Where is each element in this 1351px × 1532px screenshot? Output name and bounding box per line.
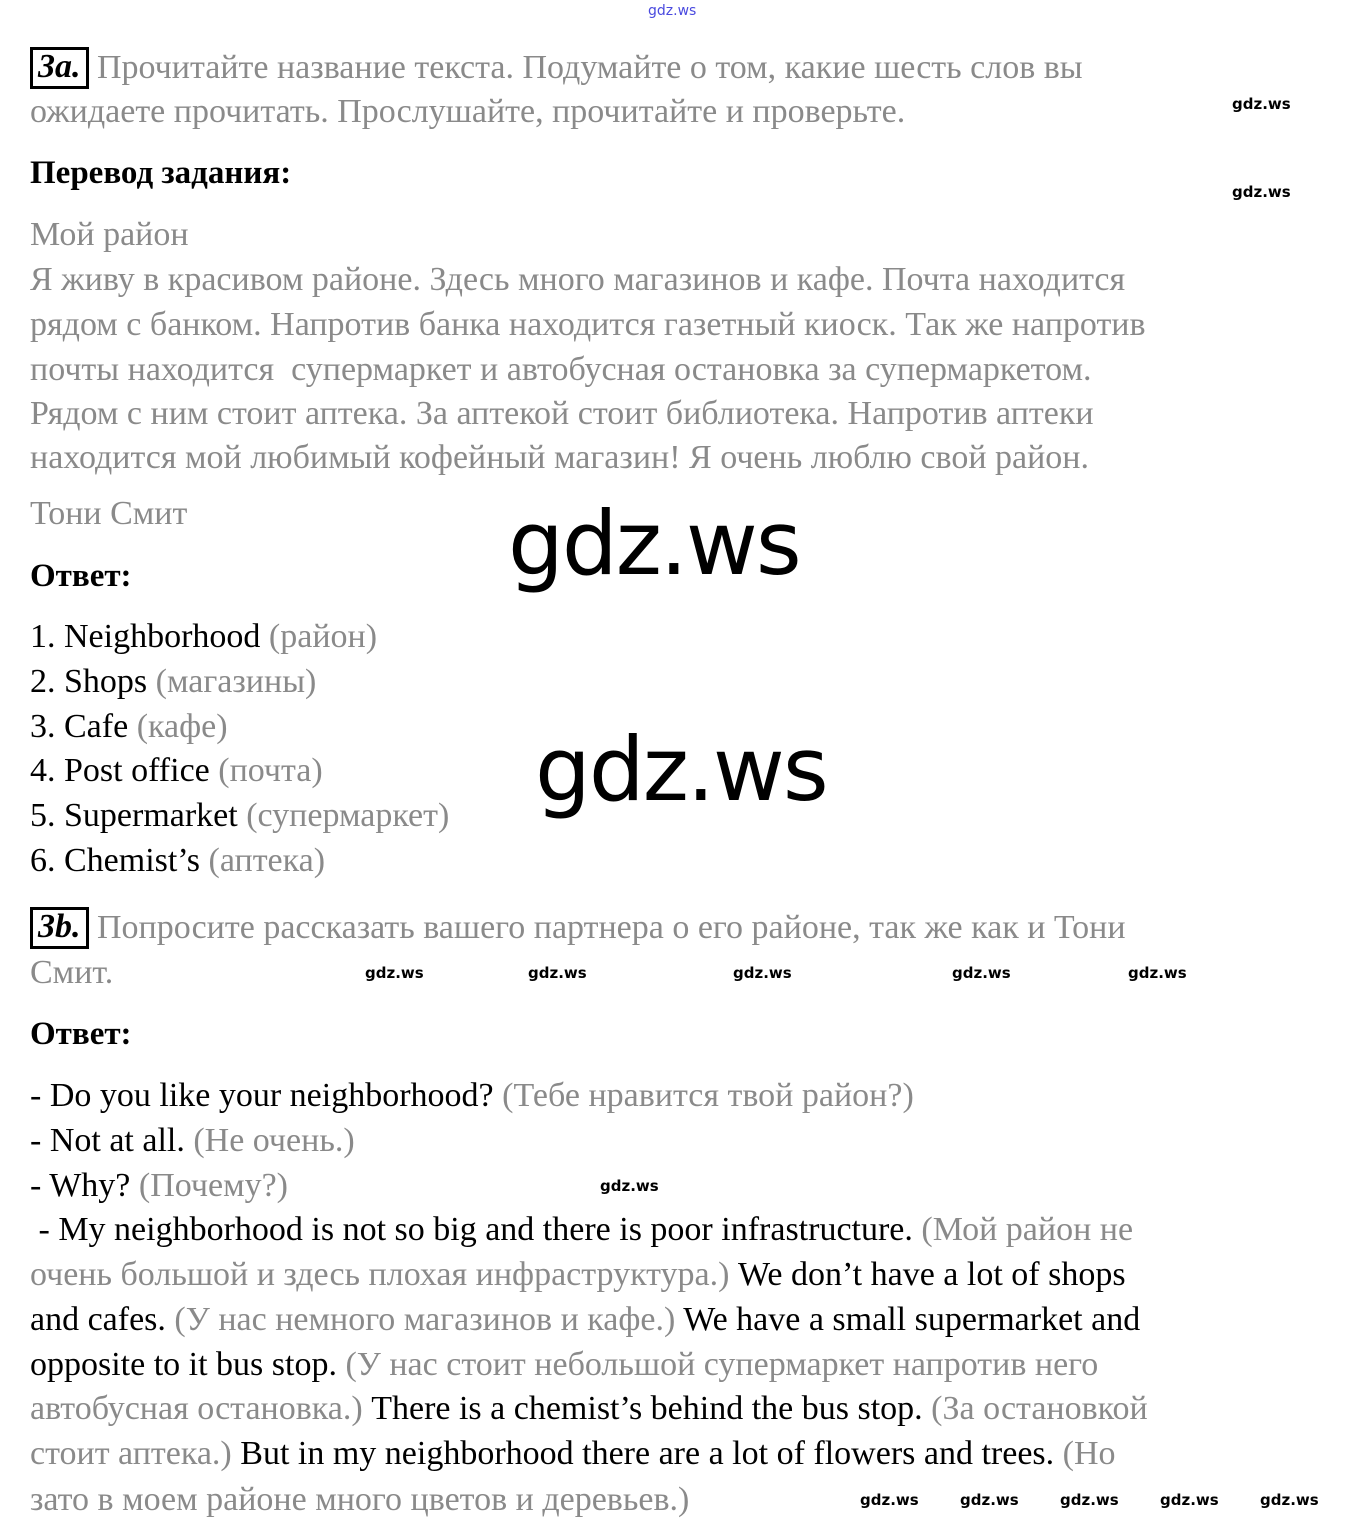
translation-text: зато в моем районе много цветов и деревьев.) <box>30 1481 690 1518</box>
text-segment: But in my neighborhood there are a lot of flowers and trees. <box>231 1435 1055 1472</box>
watermark: gdz.ws <box>952 964 1011 982</box>
task-3a-instruction <box>30 46 1083 90</box>
text-title <box>30 213 189 257</box>
translation-text: (Но <box>1054 1435 1116 1472</box>
translation-text: (кафе) <box>128 708 228 745</box>
translation-text: находится мой любимый кофейный магазин! Я очень люблю свой район. <box>30 439 1089 476</box>
text-line <box>30 1074 914 1118</box>
watermark: gdz.ws <box>600 1177 659 1195</box>
translation-text: автобусная остановка.) <box>30 1390 363 1427</box>
text-line <box>30 1387 1148 1431</box>
translation-heading <box>30 151 291 195</box>
text-segment: 6. Chemist’s <box>30 842 201 879</box>
text-line <box>30 258 1125 302</box>
translation-text: очень большой и здесь плохая инфраструктура.) <box>30 1256 730 1293</box>
text-segment: Ответ: <box>30 1016 132 1052</box>
text-segment: - Do you like your neighborhood? <box>30 1077 494 1114</box>
watermark: gdz.ws <box>1060 1491 1119 1509</box>
text-segment: and cafes. <box>30 1301 166 1338</box>
watermark: gdz.ws <box>1260 1491 1319 1509</box>
text-segment: 1. Neighborhood <box>30 618 261 655</box>
text-line <box>30 436 1089 480</box>
watermark: gdz.ws <box>860 1491 919 1509</box>
watermark: gdz.ws <box>535 718 827 821</box>
translation-text: (За остановкой <box>922 1390 1148 1427</box>
watermark: gdz.ws <box>1160 1491 1219 1509</box>
translation-text: Я живу в красивом районе. Здесь много магазинов и кафе. Почта находится <box>30 261 1126 298</box>
translation-text: (район) <box>260 618 378 655</box>
watermark: gdz.ws <box>733 964 792 982</box>
translation-text: (Мой район не <box>912 1211 1134 1248</box>
text-line <box>30 392 1094 436</box>
translation-text: Прочитайте название текста. Подумайте о том, какие шесть слов вы <box>88 49 1083 86</box>
translation-text: рядом с банком. Напротив банка находится газетный киоск. Так же напротив <box>30 306 1146 343</box>
translation-text: (У нас немного магазинов и кафе.) <box>165 1301 676 1338</box>
text-segment: opposite to it bus stop. <box>30 1346 337 1383</box>
text-segment: - Not at all. <box>30 1122 185 1159</box>
translation-text: стоит аптека.) <box>30 1435 232 1472</box>
text-line <box>30 1432 1116 1476</box>
watermark: gdz.ws <box>1232 95 1291 113</box>
text-line <box>30 1208 1133 1252</box>
text-segment: We don’t have a lot of shops <box>729 1256 1126 1293</box>
watermark: gdz.ws <box>528 964 587 982</box>
text-segment: There is a chemist’s behind the bus stop. <box>362 1390 923 1427</box>
text-segment: Ответ: <box>30 558 132 594</box>
text-segment: 3. Cafe <box>30 708 129 745</box>
watermark: gdz.ws <box>508 492 800 595</box>
text-line <box>30 1343 1098 1387</box>
text-line <box>30 1119 355 1163</box>
watermark: gdz.ws <box>648 3 697 19</box>
text-line <box>30 1253 1126 1297</box>
text-line <box>30 1164 288 1208</box>
watermark: gdz.ws <box>1232 183 1291 201</box>
translation-text: (У нас стоит небольшой супермаркет напротив него <box>336 1346 1099 1383</box>
translation-text: почты находится супермаркет и автобусная остановка за супермаркетом. <box>30 351 1092 388</box>
translation-text: (Тебе нравится твой район?) <box>493 1077 914 1114</box>
translation-text: Попросите рассказать вашего партнера о его районе, так же как и Тони <box>88 909 1126 946</box>
text-line <box>30 1298 1140 1342</box>
translation-text: (Почему?) <box>130 1167 289 1204</box>
translation-text: Тони Смит <box>30 495 188 532</box>
text-line <box>30 303 1146 347</box>
text-line <box>30 951 113 995</box>
text-segment: We have a small supermarket and <box>675 1301 1141 1338</box>
task-number-label: 3a. <box>30 47 89 89</box>
translation-text: (аптека) <box>200 842 326 879</box>
translation-text: (магазины) <box>147 663 317 700</box>
answer-list-item <box>30 705 228 749</box>
translation-text: ожидаете прочитать. Прослушайте, прочитайте и проверьте. <box>30 93 906 130</box>
translation-text: (супермаркет) <box>237 797 450 834</box>
text-segment: Перевод задания: <box>30 155 292 191</box>
watermark: gdz.ws <box>365 964 424 982</box>
translation-text: Мой район <box>30 216 189 253</box>
text-segment: 4. Post office <box>30 752 210 789</box>
translation-text: (почта) <box>209 752 323 789</box>
translation-text: (Не очень.) <box>184 1122 355 1159</box>
answer-list-item <box>30 660 316 704</box>
text-segment: 5. Supermarket <box>30 797 238 834</box>
text-segment: - Why? <box>30 1167 131 1204</box>
watermark: gdz.ws <box>960 1491 1019 1509</box>
answer-heading <box>30 1012 132 1056</box>
answer-list-item <box>30 839 325 883</box>
translation-text: Смит. <box>30 954 114 991</box>
text-line <box>30 90 905 134</box>
text-author <box>30 492 187 536</box>
watermark: gdz.ws <box>1128 964 1187 982</box>
text-line <box>30 1478 689 1522</box>
text-segment: - My neighborhood is not so big and there is poor infrastructure. <box>30 1211 913 1248</box>
text-segment: 2. Shops <box>30 663 148 700</box>
text-line <box>30 348 1091 392</box>
translation-text: Рядом с ним стоит аптека. За аптекой стоит библиотека. Напротив аптеки <box>30 395 1094 432</box>
answer-list-item <box>30 794 449 838</box>
answer-list-item <box>30 749 323 793</box>
task-3b-instruction <box>30 906 1126 950</box>
answer-heading <box>30 554 132 598</box>
answer-list-item <box>30 615 377 659</box>
task-number-label: 3b. <box>30 907 89 949</box>
